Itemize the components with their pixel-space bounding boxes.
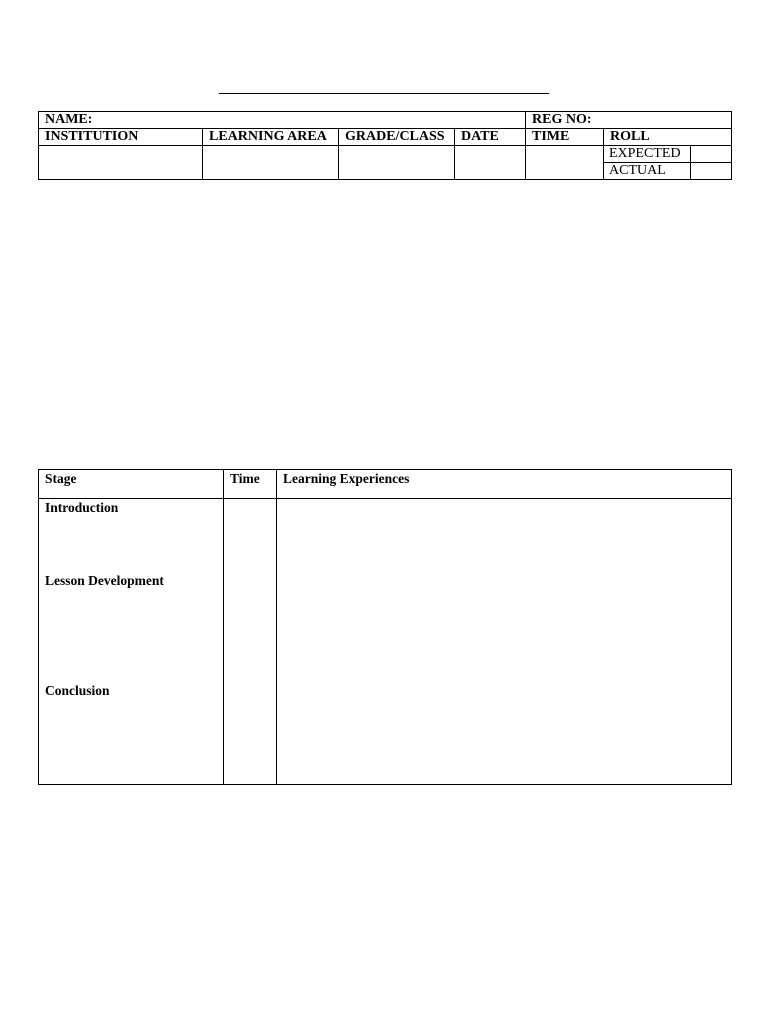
title-underline: [219, 93, 549, 94]
roll-expected-label: EXPECTED: [604, 146, 691, 163]
institution-value-cell[interactable]: [39, 146, 203, 180]
stage-cell: [39, 499, 224, 785]
name-label: NAME:: [45, 112, 93, 127]
roll-header: ROLL: [604, 129, 732, 146]
time-value-cell[interactable]: [526, 146, 604, 180]
grade-class-value-cell[interactable]: [339, 146, 455, 180]
stage-conclusion-label: Conclusion: [45, 683, 110, 698]
date-value-cell[interactable]: [455, 146, 526, 180]
time-column-header: Time: [224, 470, 277, 499]
lesson-plan-header-table: [38, 111, 732, 180]
time-value-cell[interactable]: [224, 499, 277, 785]
learning-experiences-value-cell[interactable]: [277, 499, 732, 785]
stage-column-header: Stage: [39, 470, 224, 499]
time-header: TIME: [526, 129, 604, 146]
grade-class-header: GRADE/CLASS: [339, 129, 455, 146]
reg-no-field[interactable]: [526, 112, 732, 129]
reg-no-label: REG NO:: [532, 112, 592, 127]
learning-area-header: LEARNING AREA: [203, 129, 339, 146]
roll-actual-value-cell[interactable]: [691, 163, 732, 180]
institution-header: INSTITUTION: [39, 129, 203, 146]
stage-lesson-development-label: Lesson Development: [45, 573, 164, 588]
roll-expected-value-cell[interactable]: [691, 146, 732, 163]
roll-actual-label: ACTUAL: [604, 163, 691, 180]
name-field[interactable]: [39, 112, 526, 129]
learning-area-value-cell[interactable]: [203, 146, 339, 180]
learning-experiences-column-header: Learning Experiences: [277, 470, 732, 499]
stage-introduction-label: Introduction: [45, 500, 119, 515]
lesson-stages-table: [38, 469, 732, 785]
date-header: DATE: [455, 129, 526, 146]
